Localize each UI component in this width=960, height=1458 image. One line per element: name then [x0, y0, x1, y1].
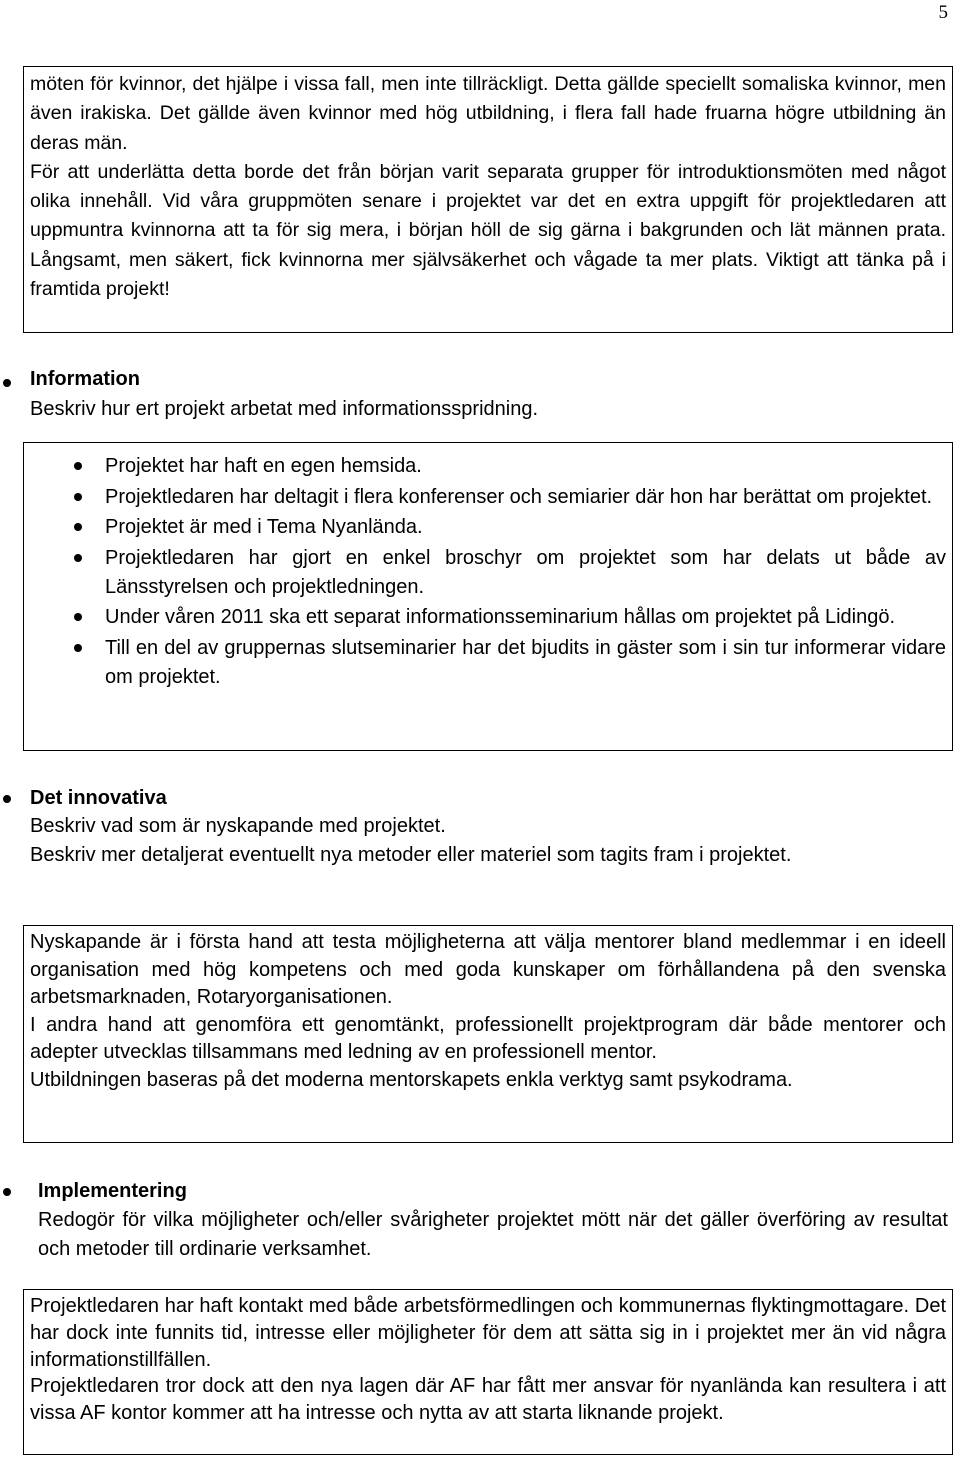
text-box-innovativa [23, 925, 953, 1143]
list-item: Projektledaren har deltagit i flera konferenser och semiarier där hon har berättat om projektet. [30, 483, 946, 512]
bullet-icon [74, 462, 82, 470]
bullet-icon [74, 644, 82, 652]
information-list [30, 452, 946, 692]
paragraph: Utbildningen baseras på det moderna mentorskapets enkla verktyg samt psykodrama. [30, 1068, 793, 1091]
paragraph: Projektledaren har haft kontakt med både arbetsförmedlingen och kommunernas flyktingmottagare. Det har dock inte funnits tid, intresse eller möjligheter för dem att sätta sig in i projektet mer än vid några informationstillfällen. [30, 1295, 946, 1371]
section-instruction: Beskriv hur ert projekt arbetat med informationsspridning. [30, 398, 539, 420]
list-item: Projektledaren har gjort en enkel broschyr om projektet som har delats ut både av Länsstyrelsen och projektledningen. [30, 544, 946, 602]
list-item: Till en del av gruppernas slutseminarier har det bjudits in gäster som i sin tur informerar vidare om projektet. [30, 634, 946, 692]
paragraph: För att underlätta detta borde det från början varit separata grupper för introduktionsmöten med något olika innehåll. Vid våra gruppmöten senare i projektet var det en extra uppgift för projektledaren att uppmuntra kvinnorna att ta för sig mera, i början höll de sig gärna i bakgrunden och lät männen prata. Långsamt, men säkert, fick kvinnorna mer självsäkerhet och vågade ta mer plats. Viktigt att tänka på i framtida projekt! [30, 160, 946, 301]
list-item: Under våren 2011 ska ett separat informationsseminarium hållas om projektet på Lidingö. [30, 603, 946, 632]
page-number: 5 [938, 2, 948, 23]
text-box-implementering [23, 1289, 953, 1455]
section-instruction: Beskriv vad som är nyskapande med projektet. [30, 815, 446, 837]
section-heading: Implementering [38, 1180, 187, 1202]
bullet-icon [74, 613, 82, 621]
section-instruction: Beskriv mer detaljerat eventuellt nya metoder eller materiel som tagits fram i projektet. [30, 844, 792, 866]
section-innovativa [0, 784, 960, 1154]
paragraph: I andra hand att genomföra ett genomtänkt, professionellt projektprogram där både mentorer och adepter utvecklas tillsammans med ledning av en professionell mentor. [30, 1013, 946, 1063]
bullet-icon [74, 523, 82, 531]
bullet-icon [3, 379, 11, 387]
text-box-intro [23, 66, 953, 333]
list-item: Projektet är med i Tema Nyanlända. [30, 513, 946, 542]
section-instruction: Redogör för vilka möjligheter och/eller svårigheter projektet mött när det gäller överföring av resultat och metoder till ordinarie verksamhet. [38, 1209, 948, 1260]
bullet-icon [74, 493, 82, 501]
paragraph: Projektledaren tror dock att den nya lagen där AF har fått mer ansvar för nyanlända kan resultera i att vissa AF kontor kommer att ha intresse och nytta av att starta liknande projekt. [30, 1375, 946, 1425]
text-box-information [23, 442, 953, 751]
section-heading: Det innovativa [30, 787, 167, 809]
bullet-icon [74, 554, 82, 562]
bullet-icon [3, 795, 11, 803]
section-information [0, 365, 960, 755]
bullet-icon [3, 1188, 11, 1196]
section-heading: Information [30, 368, 140, 390]
list-item: Projektet har haft en egen hemsida. [30, 452, 946, 481]
section-implementering [0, 1177, 960, 1458]
paragraph: möten för kvinnor, det hjälpe i vissa fall, men inte tillräckligt. Detta gällde speciellt somaliska kvinnor, men även irakiska. Det gällde även kvinnor med hög utbildning, i flera fall hade fruarna högre utbildning än deras män. [30, 73, 946, 154]
paragraph: Nyskapande är i första hand att testa möjligheterna att välja mentorer bland medlemmar i en ideell organisation med hög kompetens och med goda kunskaper om förhållandena på den svenska arbetsmarknaden, Rotaryorganisationen. [30, 931, 946, 1008]
